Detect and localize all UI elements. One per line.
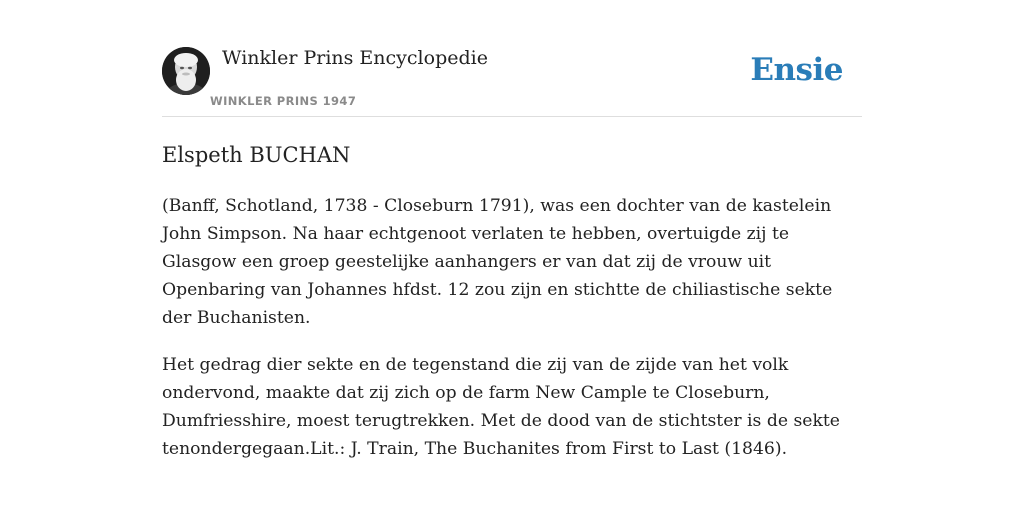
portrait-avatar-icon[interactable] xyxy=(162,47,210,95)
article-paragraph: Het gedrag dier sekte en de tegenstand die zij van de zijde van het volk ondervond, maakte dat zij zich op de farm New Cample te Closeburn, Dumfriesshire, moest terugtrekken. Met de dood van de stichtster is de sekte tenondergegaan.Lit.: J. Train, The Buchanites from First to Last (1846). xyxy=(162,355,840,459)
source-subtitle[interactable]: WINKLER PRINS 1947 xyxy=(210,94,357,108)
article-title: Elspeth BUCHAN xyxy=(162,143,351,167)
article-body xyxy=(162,192,867,482)
source-title[interactable]: Winkler Prins Encyclopedie xyxy=(222,47,488,69)
ensie-logo[interactable]: Ensie xyxy=(750,52,843,88)
article-paragraph: (Banff, Schotland, 1738 - Closeburn 1791), was een dochter van de kastelein John Simpson. Na haar echtgenoot verlaten te hebben, overtuigde zij te Glasgow een groep geestelijke aanhangers er van dat zij de vrouw uit Openbaring van Johannes hfdst. 12 zou zijn en stichtte de chiliastische sekte der Buchanisten. xyxy=(162,196,833,328)
source-header xyxy=(162,46,862,117)
